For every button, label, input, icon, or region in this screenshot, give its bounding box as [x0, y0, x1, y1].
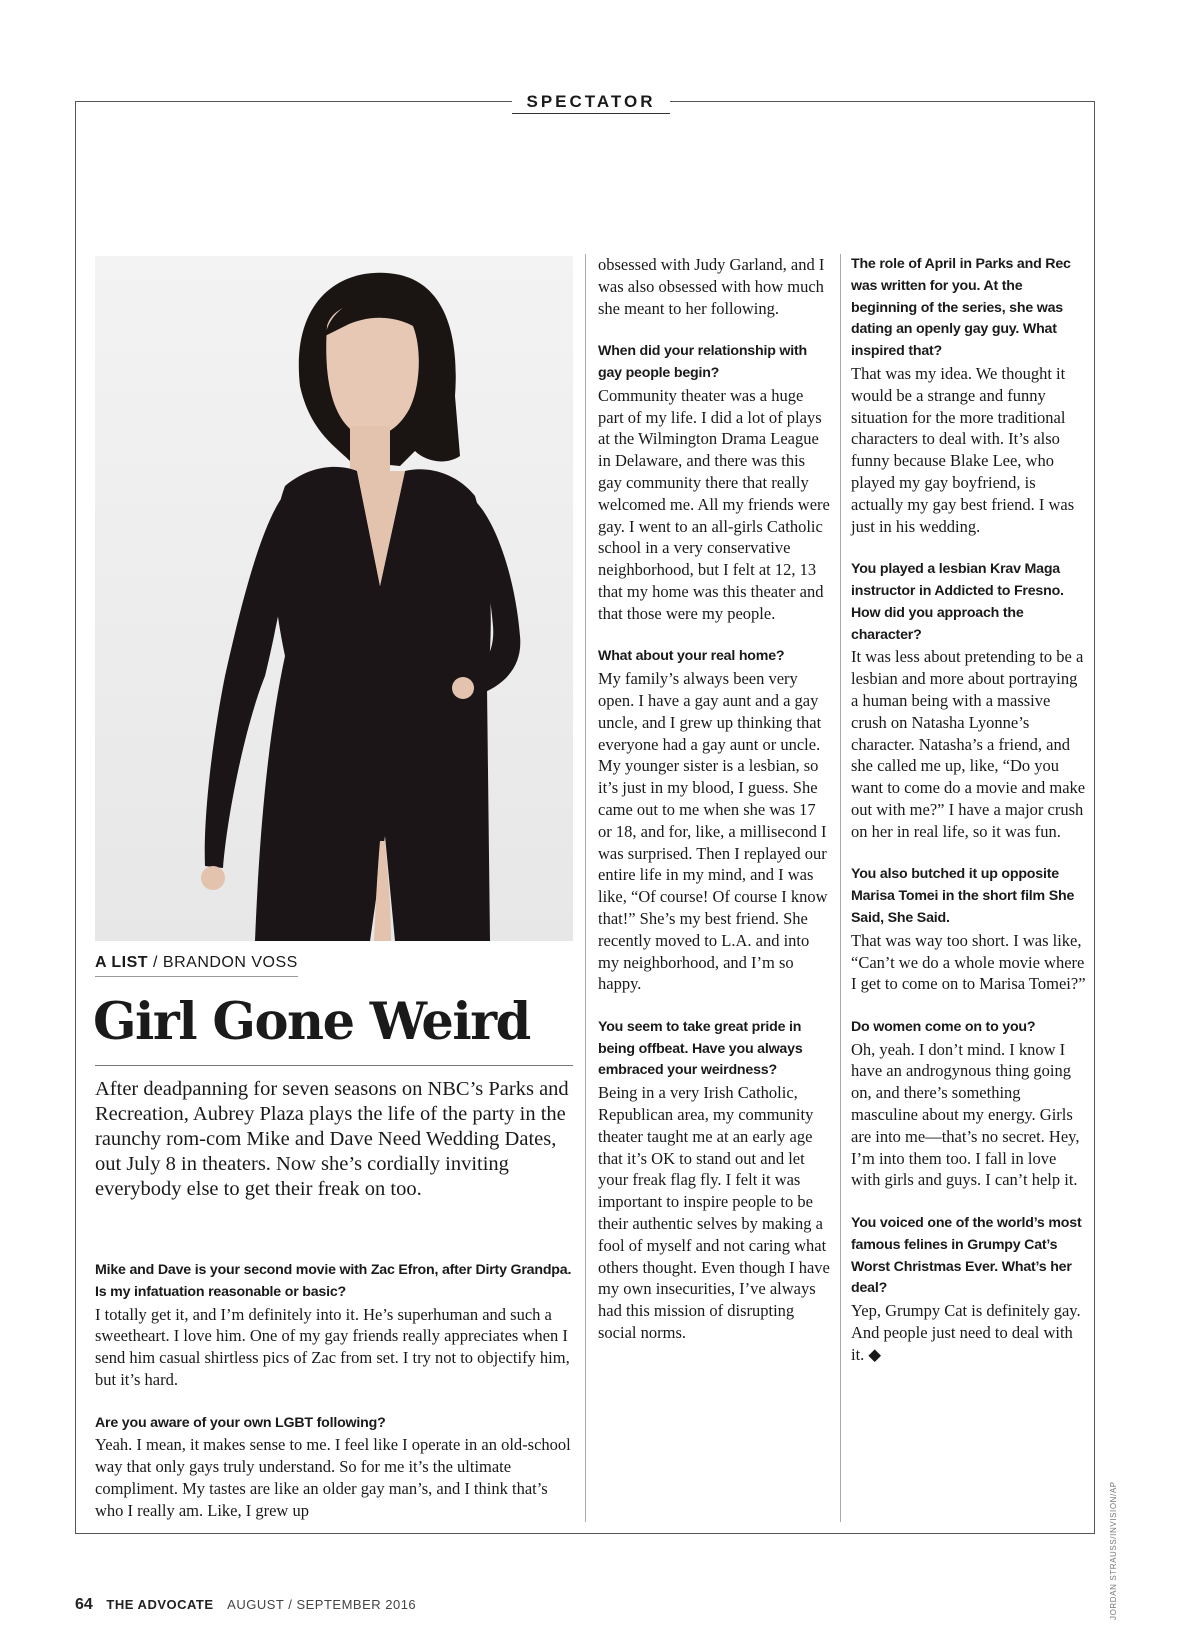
question: Do women come on to you? [851, 1018, 1036, 1035]
column-divider [585, 254, 586, 1522]
answer: Yep, Grumpy Cat is definitely gay. And people just need to deal with it. ◆ [851, 1301, 1081, 1364]
question: You seem to take great pride in being offbeat. Have you always embraced your weirdness? [598, 1018, 803, 1079]
answer: That was my idea. We thought it would be a strange and funny situation for the more traditional characters to deal with. It’s also funny because Blake Lee, who played my gay boyfriend, is actually my gay best friend. I was just in his wedding. [851, 363, 1075, 536]
question: Mike and Dave is your second movie with Zac Efron, after Dirty Grandpa. Is my infatuation reasonable or basic? [95, 1262, 572, 1300]
byline-kicker: A LIST [95, 954, 149, 971]
question: You voiced one of the world’s most famous felines in Grumpy Cat’s Worst Christmas Ever. What’s her deal? [851, 1215, 1082, 1297]
left-hand-shape [201, 866, 225, 890]
byline [95, 954, 298, 977]
question: The role of April in Parks and Rec was written for you. At the beginning of the series, she was dating an openly gay guy. What inspired that? [851, 256, 1071, 360]
right-hand-shape [452, 677, 474, 699]
dek: After deadpanning for seven seasons on NBC’s Parks and Recreation, Aubrey Plaza plays the life of the party in the raunchy rom-com Mike and Dave Need Wedding Dates, out July 8 in theaters. Now she’s cordially inviting everybody else to get their freak on too. [95, 1078, 569, 1200]
answer: Being in a very Irish Catholic, Republican area, my community theater taught me at an early age that it’s OK to stand out and let your freak flag fly. I felt it was important to inspire people to be their authentic selves by making a fool of myself and not caring what others thought. Even though I have my own insecurities, I’ve always had this mission of disrupting social norms. [598, 1083, 830, 1343]
answer: Oh, yeah. I don’t mind. I know I have an androgynous thing going on, and there’s something masculine about my energy. Girls are into me—that’s no secret. Hey, I’m into them too. I fall in love with girls and guys. I can’t help it. [851, 1039, 1080, 1190]
portrait-illustration [95, 256, 573, 941]
page-number: 64 [75, 1596, 93, 1613]
page-footer [75, 1596, 416, 1614]
answer: I totally get it, and I’m definitely into it. He’s superhuman and such a sweetheart. I love him. One of my gay friends really appreciates when I send him casual shirtless pics of Zac from set. I try not to objectify him, but it’s hard. [95, 1304, 570, 1389]
magazine-name: THE ADVOCATE [106, 1597, 214, 1612]
headline-rule [95, 1065, 573, 1066]
byline-separator: / [148, 954, 163, 971]
column-divider [840, 254, 841, 1522]
column-3 [851, 254, 1086, 1366]
section-label: SPECTATOR [0, 91, 1182, 114]
column-2 [598, 254, 833, 1344]
answer: Community theater was a huge part of my life. I did a lot of plays at the Wilmington Drama League in Delaware, and there was this gay community there that really welcomed me. All my friends were gay. I went to an all-girls Catholic school in a very conservative neighborhood, but I felt at 12, 13 that my home was this theater and that those were my people. [598, 385, 830, 623]
neck-shape [350, 426, 390, 476]
byline-author: BRANDON VOSS [162, 954, 298, 971]
answer: That was way too short. I was like, “Can’t we do a whole movie where I get to come on to Marisa Tomei?” [851, 930, 1086, 994]
question: You also butched it up opposite Marisa Tomei in the short film She Said, She Said. [851, 866, 1075, 926]
headline: Girl Gone Weird [93, 992, 530, 1052]
question: What about your real home? [598, 648, 785, 665]
answer: Yeah. I mean, it makes sense to me. I feel like I operate in an old-school way that only gays truly understand. So for me it’s the ultimate compliment. My tastes are like an older gay man’s, and I think that’s who I really am. Like, I grew up [95, 1435, 571, 1520]
answer: My family’s always been very open. I have a gay aunt and a gay uncle, and I grew up thinking that everyone had a gay aunt or uncle. My younger sister is a lesbian, so it’s just in my blood, I guess. She came out to me when she was 17 or 18, and for, like, a millisecond I was surprised. Then I replayed our entire life in my mind, and I was like, “Of course! Of course I know that!” She’s my best friend. She recently moved to L.A. and into my neighborhood, and I’m so happy. [598, 669, 828, 994]
question: Are you aware of your own LGBT following? [95, 1414, 386, 1431]
portrait-photo [95, 256, 573, 941]
photo-credit: JORDAN STRAUSS/INVISION/AP [1109, 1481, 1118, 1620]
question: When did your relationship with gay people begin? [598, 343, 807, 381]
issue-date: AUGUST / SEPTEMBER 2016 [227, 1597, 417, 1612]
column-1 [95, 1260, 573, 1522]
question: You played a lesbian Krav Maga instructor in Addicted to Fresno. How did you approach the character? [851, 561, 1064, 643]
answer: It was less about pretending to be a lesbian and more about portraying a human being with a massive crush on Natasha Lyonne’s character. Natasha’s a friend, and she called me up, like, “Do you want to come do a movie and make out with me?” I have a major crush on her in real life, so it was fun. [851, 647, 1086, 841]
answer-continued: obsessed with Judy Garland, and I was also obsessed with how much she meant to her following. [598, 255, 825, 318]
